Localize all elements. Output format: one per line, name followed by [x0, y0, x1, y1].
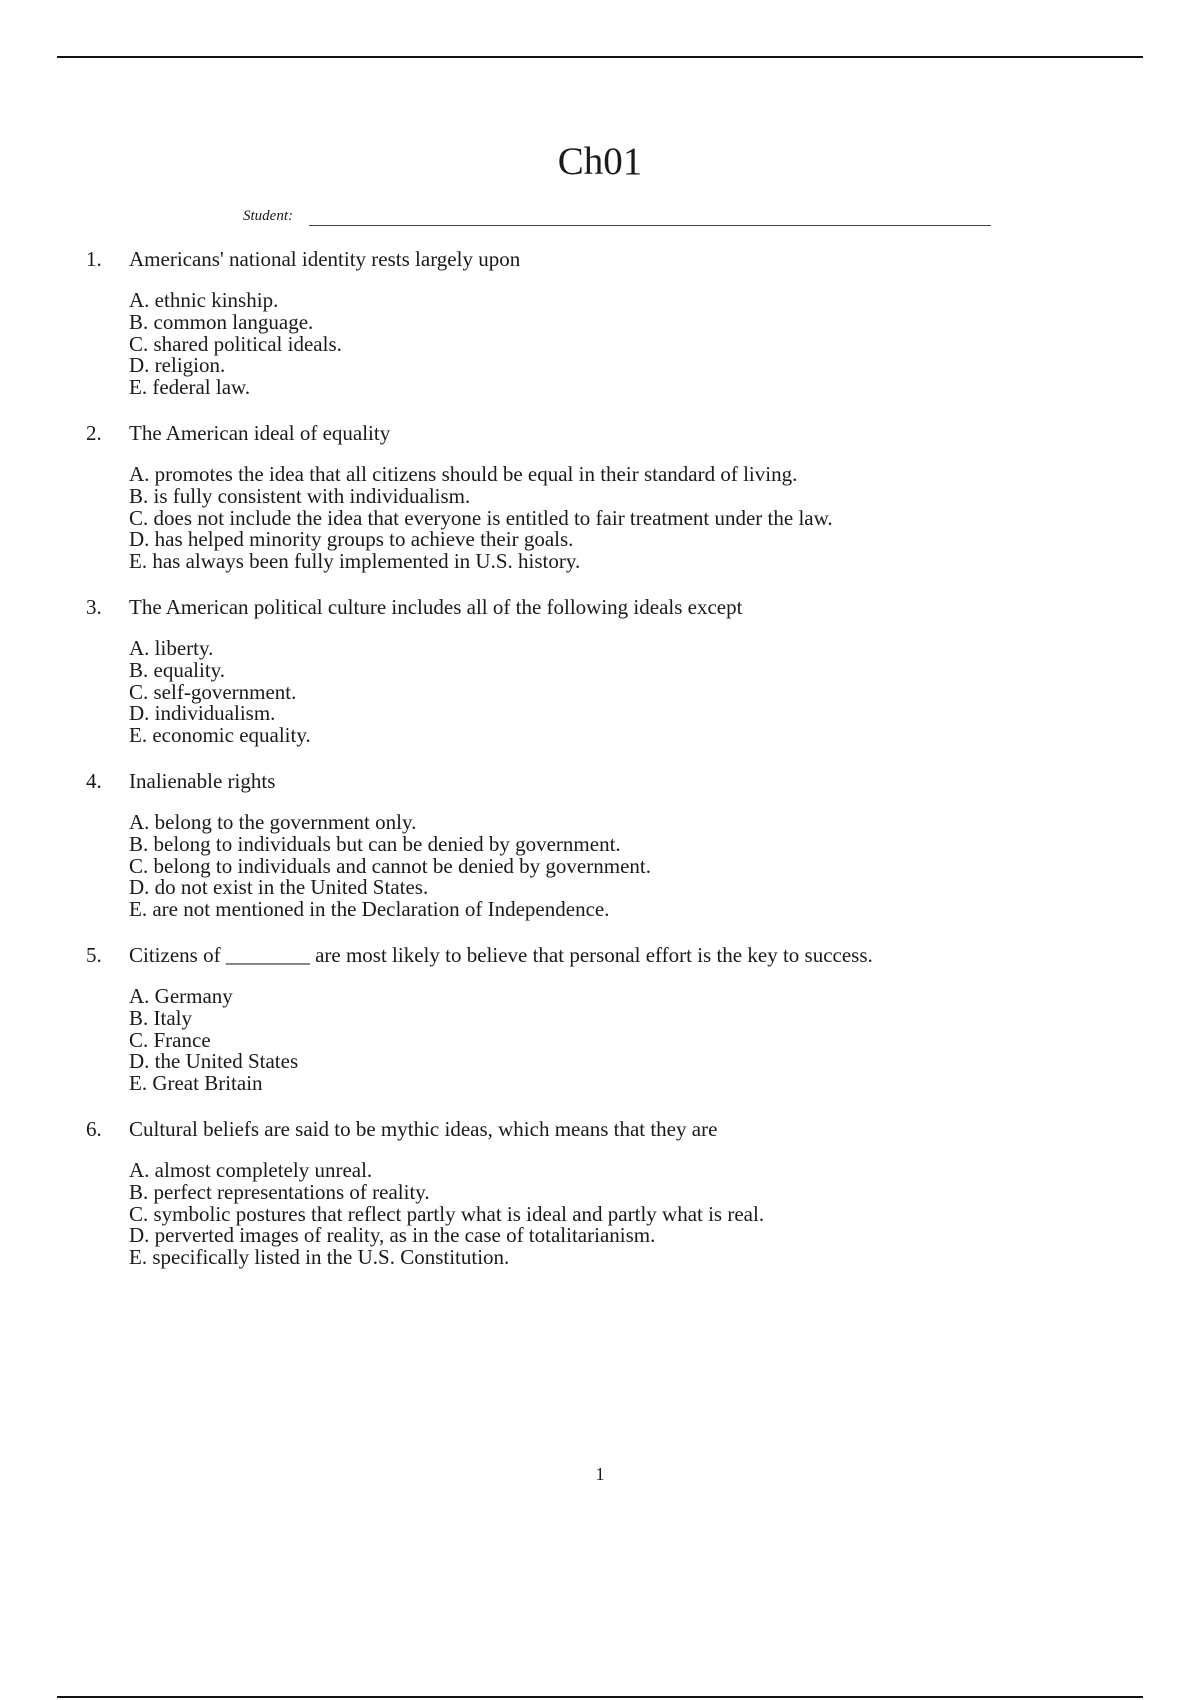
answer-option-a: A. belong to the government only. — [129, 810, 417, 834]
answer-option-b: B. equality. — [129, 657, 226, 682]
answer-option-c: C. does not include the idea that everyone is entitled to fair treatment under the law. — [129, 505, 833, 530]
answer-options — [129, 638, 311, 747]
answer-option-c: C. self-government. — [129, 679, 297, 704]
question-number: 5. — [86, 943, 102, 967]
answer-option-b: B. belong to individuals but can be denied by government. — [129, 831, 621, 856]
student-label: Student: — [243, 208, 293, 224]
answer-option-e: E. has always been fully implemented in U.S. history. — [129, 549, 581, 574]
answer-option-a: A. Germany — [129, 984, 233, 1008]
question-text: Cultural beliefs are said to be mythic ideas, which means that they are — [129, 1117, 718, 1141]
question-3 — [0, 594, 1200, 768]
bottom-rule — [57, 1696, 1143, 1698]
answer-option-b: B. is fully consistent with individualism. — [129, 483, 471, 508]
answer-option-d: D. perverted images of reality, as in the case of totalitarianism. — [129, 1223, 656, 1248]
page-number: 1 — [595, 1464, 605, 1484]
question-6 — [0, 1116, 1200, 1290]
answer-option-d: D. has helped minority groups to achieve their goals. — [129, 527, 574, 552]
answer-option-c: C. shared political ideals. — [129, 331, 342, 356]
answer-option-e: E. economic equality. — [129, 723, 311, 748]
answer-option-b: B. perfect representations of reality. — [129, 1179, 430, 1204]
answer-options — [129, 986, 298, 1095]
question-4 — [0, 768, 1200, 942]
answer-option-c: C. France — [129, 1027, 211, 1052]
answer-option-d: D. religion. — [129, 353, 226, 378]
question-text: Citizens of ________ are most likely to believe that personal effort is the key to success. — [129, 943, 873, 967]
answer-option-d: D. individualism. — [129, 701, 276, 726]
question-number: 4. — [86, 769, 102, 793]
answer-option-b: B. common language. — [129, 309, 314, 334]
answer-option-d: D. the United States — [129, 1049, 299, 1074]
answer-option-a: A. promotes the idea that all citizens should be equal in their standard of living. — [129, 462, 798, 486]
question-5 — [0, 942, 1200, 1116]
answer-option-a: A. liberty. — [129, 636, 214, 660]
answer-option-a: A. almost completely unreal. — [129, 1158, 373, 1182]
answer-options — [129, 464, 833, 573]
question-text: Americans' national identity rests largely upon — [129, 247, 521, 271]
answer-option-e: E. Great Britain — [129, 1071, 263, 1096]
answer-options — [129, 812, 651, 921]
question-text: The American ideal of equality — [129, 421, 391, 445]
top-rule — [57, 56, 1143, 58]
student-name-line — [309, 225, 991, 226]
answer-option-d: D. do not exist in the United States. — [129, 875, 429, 900]
answer-option-a: A. ethnic kinship. — [129, 288, 279, 312]
answer-option-e: E. are not mentioned in the Declaration of Independence. — [129, 897, 610, 922]
answer-option-c: C. belong to individuals and cannot be denied by government. — [129, 853, 651, 878]
question-number: 6. — [86, 1117, 102, 1141]
question-1 — [0, 246, 1200, 420]
page-title: Ch01 — [557, 140, 643, 183]
answer-option-c: C. symbolic postures that reflect partly what is ideal and partly what is real. — [129, 1201, 765, 1226]
answer-option-e: E. federal law. — [129, 375, 251, 400]
question-number: 1. — [86, 247, 102, 271]
answer-option-e: E. specifically listed in the U.S. Constitution. — [129, 1245, 510, 1270]
question-text: Inalienable rights — [129, 769, 276, 793]
question-list — [0, 246, 1200, 1290]
answer-option-b: B. Italy — [129, 1005, 192, 1030]
question-2 — [0, 420, 1200, 594]
student-field — [243, 206, 993, 228]
answer-options — [129, 1160, 764, 1269]
question-text: The American political culture includes all of the following ideals except — [129, 595, 743, 619]
question-number: 3. — [86, 595, 102, 619]
question-number: 2. — [86, 421, 102, 445]
answer-options — [129, 290, 342, 399]
